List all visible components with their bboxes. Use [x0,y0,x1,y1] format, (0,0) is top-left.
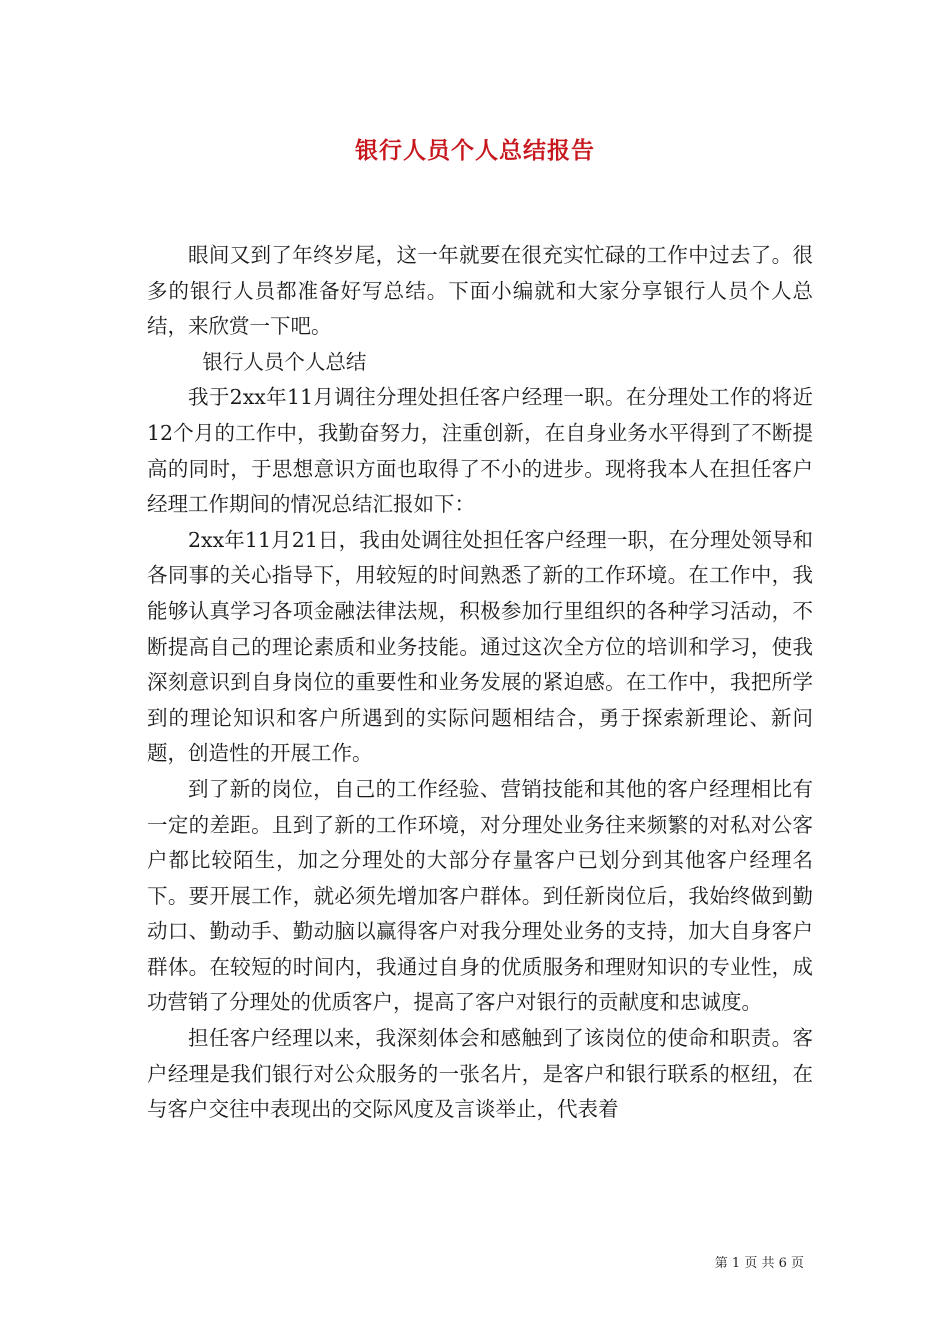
paragraph-intro: 眼间又到了年终岁尾，这一年就要在很充实忙碌的工作中过去了。很多的银行人员都准备好写总结。下面小编就和大家分享银行人员个人总结，来欣赏一下吧。 [147,243,813,339]
paragraph-2: 2xx年11月21日，我由处调往处担任客户经理一职，在分理处领导和各同事的关心指导下，用较短的时间熟悉了新的工作环境。在工作中，我能够认真学习各项金融法律法规，积极参加行里组织的各种学习活动，不断提高自己的理论素质和业务技能。通过这次全方位的培训和学习，使我深刻意识到自身岗位的重要性和业务发展的紧迫感。在工作中，我把所学到的理论知识和客户所遇到的实际问题相结合，勇于探索新理论、新问题，创造性的开展工作。 [147,527,813,766]
section-heading: 银行人员个人总结 [202,349,367,374]
document-title: 银行人员个人总结报告 [355,137,595,164]
document-body [147,238,813,1128]
paragraph-1: 我于2xx年11月调往分理处担任客户经理一职。在分理处工作的将近12个月的工作中，我勤奋努力，注重创新，在自身业务水平得到了不断提高的同时，于思想意识方面也取得了不小的进步。现将我本人在担任客户经理工作期间的情况总结汇报如下： [147,385,813,517]
page-number: 第 1 页 共 6 页 [714,1256,804,1271]
paragraph-3: 到了新的岗位，自己的工作经验、营销技能和其他的客户经理相比有一定的差距。且到了新的工作环境，对分理处业务往来频繁的对私对公客户都比较陌生，加之分理处的大部分存量客户已划分到其他客户经理名下。要开展工作，就必须先增加客户群体。到任新岗位后，我始终做到勤动口、勤动手、勤动脑以赢得客户对我分理处业务的支持，加大自身客户群体。在较短的时间内，我通过自身的优质服务和理财知识的专业性，成功营销了分理处的优质客户，提高了客户对银行的贡献度和忠诚度。 [147,776,813,1015]
paragraph-4: 担任客户经理以来，我深刻体会和感触到了该岗位的使命和职责。客户经理是我们银行对公众服务的一张名片，是客户和银行联系的枢纽，在与客户交往中表现出的交际风度及言谈举止，代表着 [147,1026,813,1122]
